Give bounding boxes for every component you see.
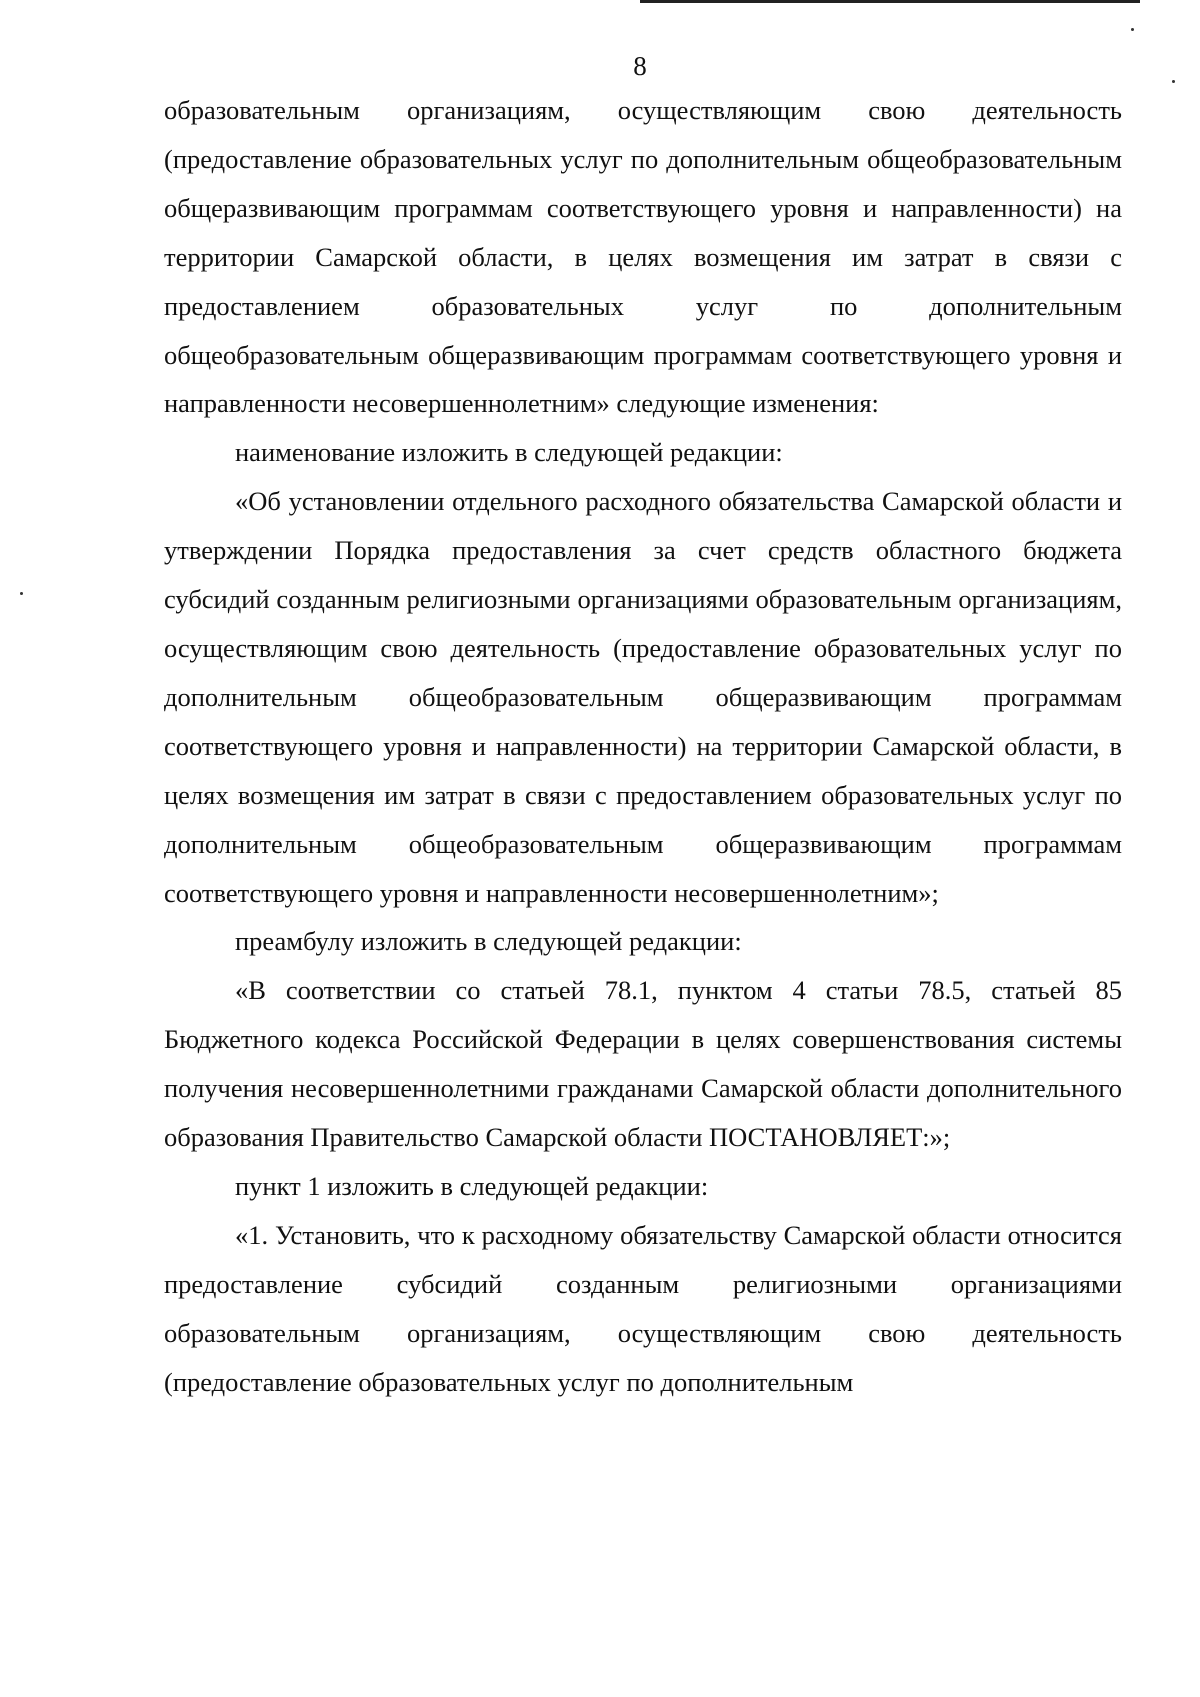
scan-top-rule	[640, 0, 1140, 3]
paragraph-new-title: «Об установлении отдельного расходного обязательства Самарской области и утверждении Порядка предоставления за счет средств областного бюджета субсидий созданным религиозными организациями образовательным организациям, осуществляющим свою деятельность (предоставление образовательных услуг по дополнительным общеобразовательным общеразвивающим программам соответствующего уровня и направленности) на территории Самарской области, в целях возмещения им затрат в связи с предоставлением образовательных услуг по дополнительным общеобразовательным общеразвивающим программам соответствующего уровня и направленности несовершеннолетним»;	[164, 486, 1122, 908]
scan-speck	[1131, 28, 1134, 31]
paragraph-item1-intro: пункт 1 изложить в следующей редакции:	[235, 1170, 709, 1201]
paragraph-preamble-intro: преамбулу изложить в следующей редакции:	[235, 926, 742, 957]
document-body	[164, 86, 1122, 1406]
page-number: 8	[633, 51, 647, 81]
paragraph-continuation: образовательным организациям, осуществляющим свою деятельность (предоставление образовательных услуг по дополнительным общеобразовательным общеразвивающим программам соответствующего уровня и направленности) на территории Самарской области, в целях возмещения им затрат в связи с предоставлением образовательных услуг по дополнительным общеобразовательным общеразвивающим программам соответствующего уровня и направленности несовершеннолетним» следующие изменения:	[164, 95, 1122, 419]
paragraph-name-amendment-intro: наименование изложить в следующей редакции:	[235, 437, 783, 468]
paragraph-new-preamble: «В соответствии со статьей 78.1, пунктом 4 статьи 78.5, статьей 85 Бюджетного кодекса Российской Федерации в целях совершенствования системы получения несовершеннолетними гражданами Самарской области дополнительного образования Правительство Самарской области ПОСТАНОВЛЯЕТ:»;	[164, 975, 1122, 1153]
scan-speck	[20, 592, 23, 595]
paragraph-new-item1: «1. Установить, что к расходному обязательству Самарской области относится предоставление субсидий созданным религиозными организациями образовательным организациям, осуществляющим свою деятельность (предоставление образовательных услуг по дополнительным	[164, 1219, 1122, 1397]
